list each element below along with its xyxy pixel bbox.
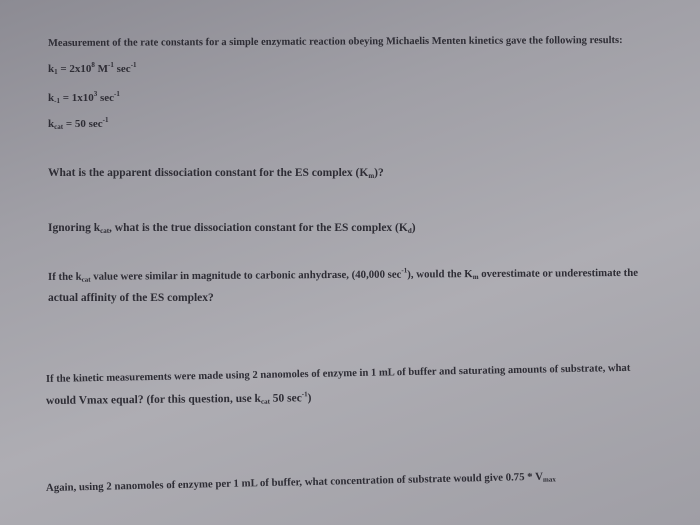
k1-value: $k_1 = 2x10^8$ $M^{-1}$ $\sec^{-1}$ — [48, 61, 137, 76]
question-km: What is the apparent dissociation constant for the ES complex $(K_m)$? — [48, 167, 384, 180]
intro-text: Measurement of the rate constants for a simple enzymatic reaction obeying Michaelis Menten kinetics gave the following results: — [47, 34, 623, 49]
question-affinity-line1: If the $k_{cat}$ value were similar in magnitude to carbonic anhydrase, (40,000 $\sec^{-1}$), would the $K_m$ overestimate or underestimate the — [47, 266, 639, 284]
question-vmax-line1: If the kinetic measurements were made using 2 nanomoles of enzyme in 1 mL of buffer and saturating amounts of substrate, what — [45, 362, 631, 385]
kcat-value: $k_{cat} = 50$ $\sec^{-1}$ — [48, 116, 109, 131]
question-affinity-line2: actual affinity of the ES complex? — [48, 292, 214, 304]
k-minus1-value: $k_{-1} = 1x10^3$ $\sec^{-1}$ — [48, 90, 120, 105]
question-substrate: Again, using 2 nanomoles of enzyme per 1 mL of buffer, what concentration of substrate would give $0.75 * V_{max}$ — [45, 470, 556, 494]
question-vmax-line2: would Vmax equal? (for this question, use $k_{cat}$ 50 $\sec^{-1}$) — [45, 390, 312, 407]
question-kd: Ignoring $k_{cat}$, what is the true dissociation constant for the ES complex $(K_d)$ — [48, 222, 416, 235]
